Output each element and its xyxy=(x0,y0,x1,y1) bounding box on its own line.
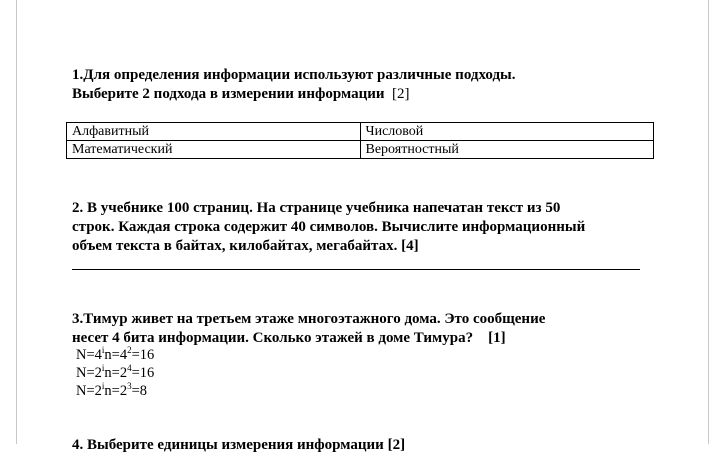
formula-part: n=2 xyxy=(104,365,128,381)
formula-part: n=4 xyxy=(104,347,128,363)
question-1 xyxy=(72,66,516,104)
question-2-line-3: объем текста в байтах, килобайтах, мегабайтах. [4] xyxy=(72,238,419,254)
table-row xyxy=(67,141,654,159)
formula-exponent: i xyxy=(101,345,105,356)
page-right-edge xyxy=(708,0,709,444)
formula-result: =16 xyxy=(131,347,155,363)
table-cell: Числовой xyxy=(360,123,654,141)
formula-exponent: 4 xyxy=(127,363,132,374)
table-cell: Вероятностный xyxy=(360,141,654,159)
table-cell: Алфавитный xyxy=(67,123,361,141)
formula-exponent: 3 xyxy=(127,381,132,392)
formula-part: n=2 xyxy=(104,383,128,399)
question-3-line-2: несет 4 бита информации. Сколько этажей в доме Тимура? xyxy=(72,330,474,346)
question-4-partial: 4. Выберите единицы измерения информации [2] xyxy=(72,437,406,453)
formula-result: =16 xyxy=(131,365,155,381)
table-row xyxy=(67,123,654,141)
formula-exponent: 2 xyxy=(127,345,132,356)
page-left-edge xyxy=(16,0,17,444)
question-1-line-2: Выберите 2 подхода в измерении информации xyxy=(72,86,385,102)
formula-part: N=2 xyxy=(76,365,102,381)
formula-line xyxy=(76,364,154,382)
table-cell: Математический xyxy=(67,141,361,159)
question-1-line-1: 1.Для определения информации используют различные подходы. xyxy=(72,67,516,83)
formula-result: =8 xyxy=(131,383,148,399)
formula-line xyxy=(76,346,154,364)
question-3-points: [1] xyxy=(488,330,506,346)
formula-exponent: i xyxy=(101,381,105,392)
answer-line xyxy=(72,269,640,270)
question-3 xyxy=(72,310,545,348)
question-2-line-2: строк. Каждая строка содержит 40 символов. Вычислите информационный xyxy=(72,219,586,235)
formula-part: N=2 xyxy=(76,383,102,399)
question-2 xyxy=(72,199,585,256)
question-2-line-1: 2. В учебнике 100 страниц. На странице учебника напечатан текст из 50 xyxy=(72,200,561,216)
question-3-line-1: 3.Тимур живет на третьем этаже многоэтажного дома. Это сообщение xyxy=(72,311,546,327)
formula-part: N=4 xyxy=(76,347,102,363)
formula-line xyxy=(76,382,147,400)
question-1-points: [2] xyxy=(392,86,410,102)
formula-exponent: i xyxy=(101,363,105,374)
answer-options-table xyxy=(66,122,654,159)
